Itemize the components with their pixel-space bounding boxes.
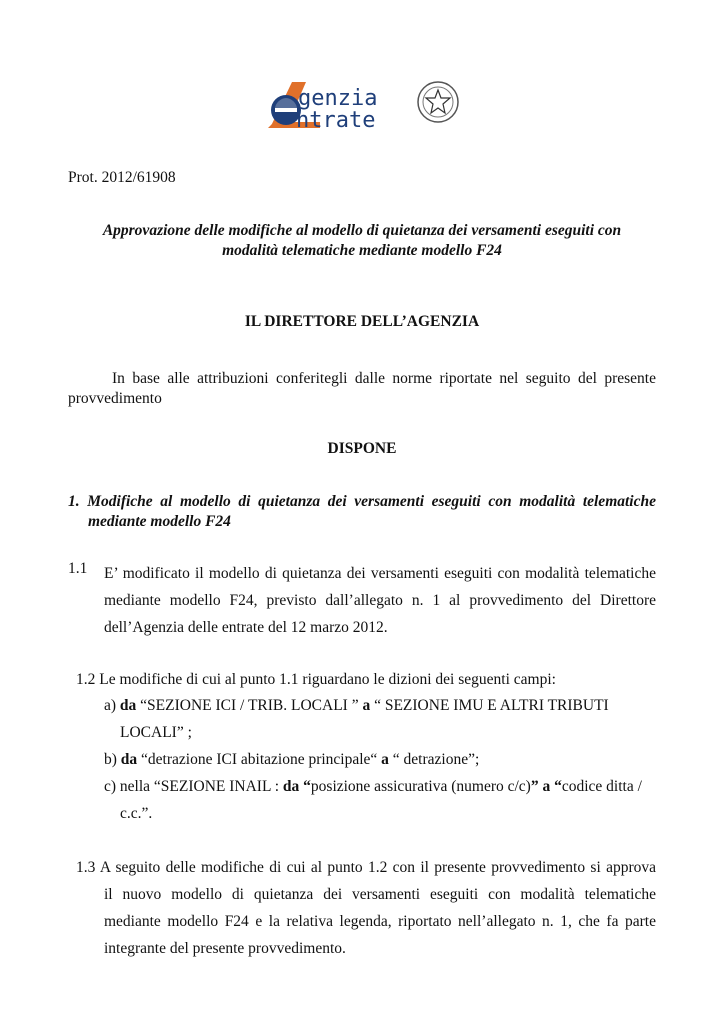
paragraph-line: 1.3 A seguito delle modifiche di cui al punto 1.2 con il presente provvedimento si approva <box>76 859 656 876</box>
list-item: b) da “detrazione ICI abitazione principale“ a “ detrazione”; <box>104 751 480 768</box>
section-heading-line: mediante modello F24 <box>88 513 231 530</box>
document-subject <box>60 221 664 261</box>
section-heading-line: 1. Modifiche al modello di quietanza dei versamenti eseguiti con modalità telematiche <box>68 493 656 510</box>
paragraph-line: integrante del presente provvedimento. <box>104 940 346 957</box>
intro-line: provvedimento <box>68 390 162 407</box>
section-1-heading <box>68 492 656 532</box>
logo-text-entrate: ntrate <box>296 108 376 133</box>
list-item: a) da “SEZIONE ICI / TRIB. LOCALI ” a “ SEZIONE IMU E ALTRI TRIBUTI <box>104 697 609 714</box>
intro-line: In base alle attribuzioni conferitegli dalle norme riportate nel seguito del presente <box>112 370 656 387</box>
logo-text-agenzia: genzia <box>298 86 378 111</box>
dispone-heading: DISPONE <box>327 440 397 457</box>
changes-list <box>104 692 656 827</box>
list-item-continuation: LOCALI” ; <box>120 724 192 741</box>
subject-line: Approvazione delle modifiche al modello di quietanza dei versamenti eseguiti con <box>102 222 622 239</box>
paragraph-1-1 <box>104 560 656 641</box>
protocol-number: Prot. 2012/61908 <box>68 169 176 186</box>
director-heading: IL DIRETTORE DELL’AGENZIA <box>244 313 480 330</box>
subject-line: modalità telematiche mediante modello F24 <box>222 242 502 259</box>
list-item-continuation: c.c.”. <box>120 805 153 822</box>
paragraph-line: mediante modello F24 e la relativa legenda, riportato nell’allegato n. 1, che fa parte <box>104 913 656 930</box>
intro-paragraph <box>68 369 656 409</box>
republic-emblem-icon <box>418 82 458 122</box>
paragraph-line: dell’Agenzia delle entrate del 12 marzo 2012. <box>104 619 388 636</box>
paragraph-line: il nuovo modello di quietanza dei versamenti eseguiti con modalità telematiche <box>104 886 656 903</box>
paragraph-number: 1.1 <box>68 560 88 577</box>
paragraph-1-2-intro: 1.2 Le modifiche di cui al punto 1.1 riguardano le dizioni dei seguenti campi: <box>76 671 556 688</box>
paragraph-line: mediante modello F24, previsto dall’allegato n. 1 al provvedimento del Direttore <box>104 592 656 609</box>
paragraph-line: E’ modificato il modello di quietanza dei versamenti eseguiti con modalità telematiche <box>104 565 656 582</box>
agenzia-entrate-logo <box>262 78 462 134</box>
paragraph-continuation <box>76 881 656 962</box>
list-item: c) nella “SEZIONE INAIL : da “posizione assicurativa (numero c/c)” a “codice ditta / <box>104 778 642 795</box>
paragraph-1-3 <box>76 854 656 962</box>
